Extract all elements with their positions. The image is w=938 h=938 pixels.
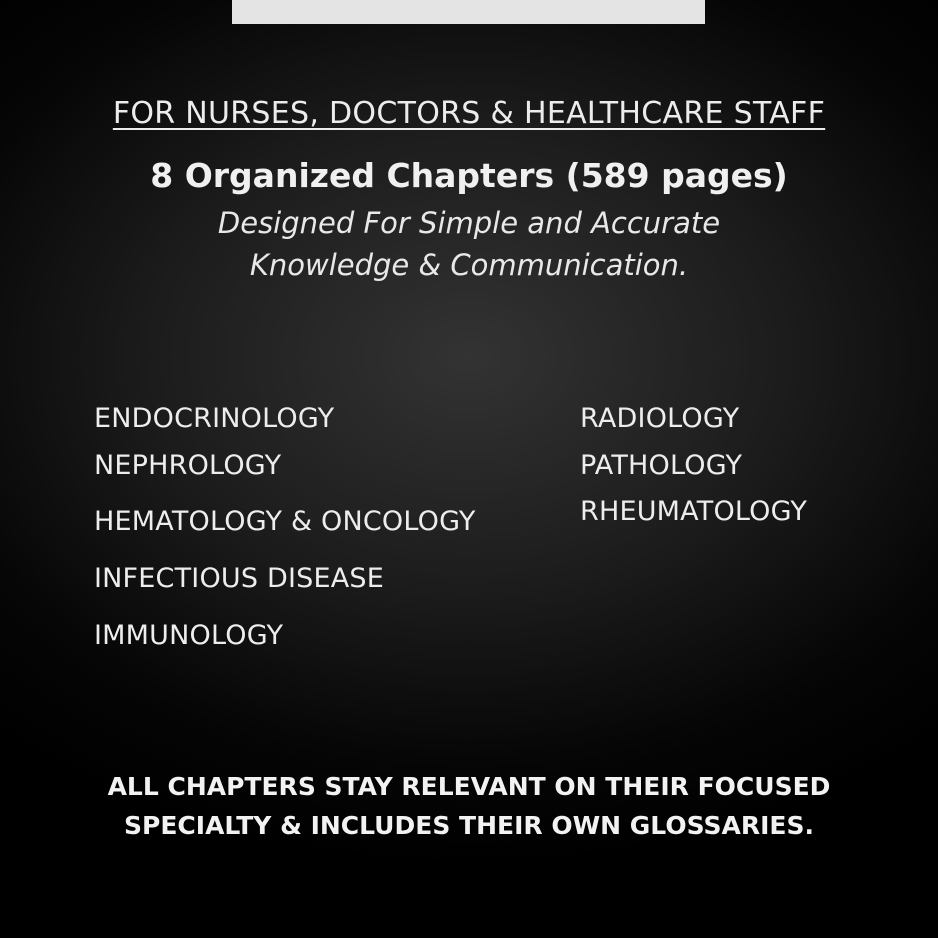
chapter-item-nephrology: NEPHROLOGY xyxy=(94,450,282,481)
tagline-line-1: Designed For Simple and Accurate xyxy=(217,206,721,240)
chapter-item-rheumatology: RHEUMATOLOGY xyxy=(580,496,808,527)
chapter-item-endocrinology: ENDOCRINOLOGY xyxy=(94,403,335,434)
chapter-item-radiology: RADIOLOGY xyxy=(580,403,740,434)
chapter-item-hematology-oncology: HEMATOLOGY & ONCOLOGY xyxy=(94,506,476,537)
tagline-line-2: Knowledge & Communication. xyxy=(249,248,689,282)
chapter-item-pathology: PATHOLOGY xyxy=(580,450,743,481)
footer-line-2: SPECIALTY & INCLUDES THEIR OWN GLOSSARIES. xyxy=(124,811,814,840)
chapters-headline: 8 Organized Chapters (589 pages) xyxy=(150,156,788,195)
chapter-item-infectious-disease: INFECTIOUS DISEASE xyxy=(94,563,385,594)
footer-line-1: ALL CHAPTERS STAY RELEVANT ON THEIR FOCUSED xyxy=(107,772,831,801)
audience-heading: FOR NURSES, DOCTORS & HEALTHCARE STAFF xyxy=(112,96,826,131)
top-image-placeholder xyxy=(232,0,705,24)
chapter-item-immunology: IMMUNOLOGY xyxy=(94,620,284,651)
